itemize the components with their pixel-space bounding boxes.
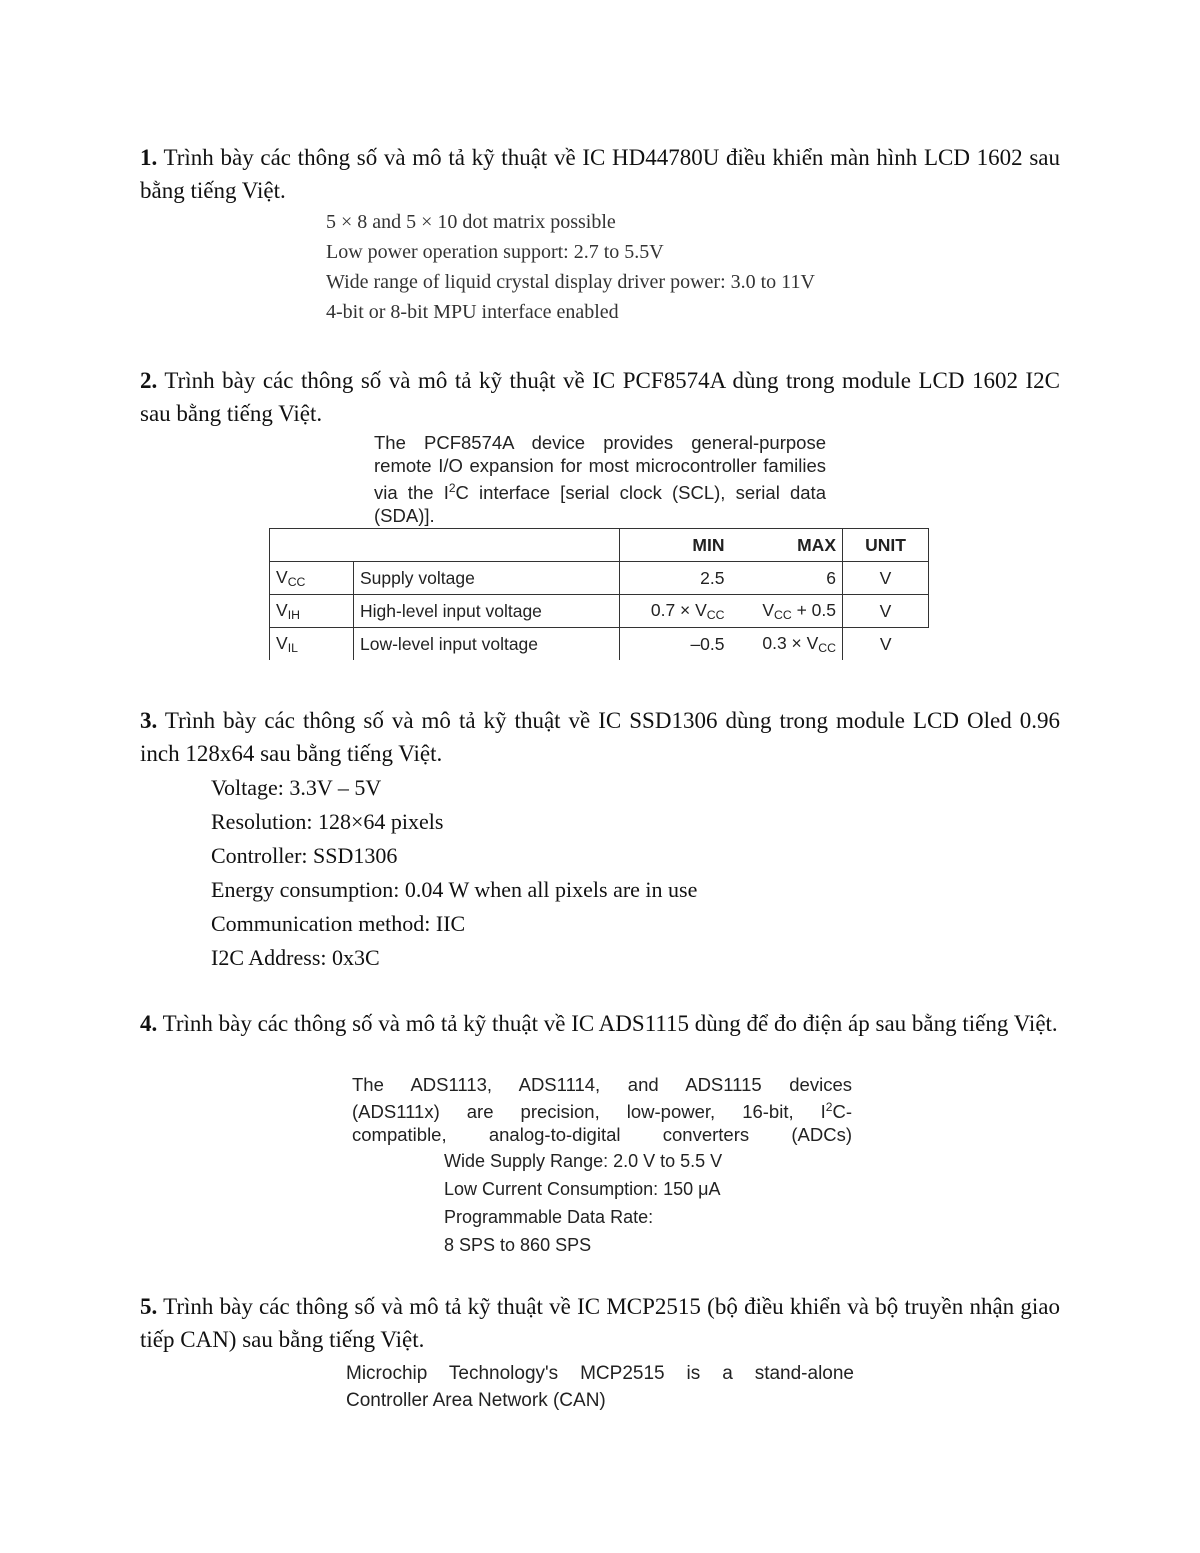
question-1 [140,141,1060,207]
excerpt-line: Controller: SSD1306 [211,843,398,868]
question-3 [140,704,1060,770]
feature-line: Wide Supply Range: 2.0 V to 5.5 V [444,1151,723,1171]
symbol-subscript: IH [287,608,300,622]
question-text: Trình bày các thông số và mô tả kỹ thuật về IC ADS1115 dùng để đo điện áp sau bằng tiếng Việt. [162,1011,1058,1036]
ads1115-excerpt [352,1073,852,1146]
symbol: V [276,633,288,653]
parameter-cell: Low-level input voltage [354,628,620,661]
max-cell [731,628,843,661]
max-subscript: CC [818,641,836,655]
question-2 [140,364,1060,430]
excerpt-fragment: C interface [serial clock (SCL), serial data [455,482,826,503]
ssd1306-excerpt [211,771,697,975]
unit-cell: V [843,595,929,628]
table-row [270,595,929,628]
mcp2515-excerpt [346,1360,854,1414]
min-value: –0.5 [690,633,725,654]
excerpt-line: remote I/O expansion for most microcontroller families [374,455,826,476]
unit-cell: V [843,628,929,661]
min-value: 2.5 [700,567,725,588]
table-header-min: MIN [620,529,731,562]
excerpt-line: Wide range of liquid crystal display driver power: 3.0 to 11V [326,271,815,293]
feature-line: Low Current Consumption: 150 μA [444,1179,721,1199]
excerpt-line: Microchip Technology's MCP2515 is a stand-alone [346,1363,854,1384]
min-subscript: CC [706,608,725,622]
symbol-subscript: IL [287,641,298,655]
excerpt-fragment: (ADS111x) are precision, low-power, 16-bit, I [352,1101,826,1122]
table-header-cell [354,529,620,562]
question-number: 3. [140,708,158,733]
max-cell [731,595,843,628]
excerpt-line: Controller Area Network (CAN) [346,1390,606,1411]
max-cell [731,562,843,595]
min-value: 0.7 × V [650,600,707,620]
max-value: V [762,600,775,620]
excerpt-line [352,1096,852,1123]
excerpt-line: I2C Address: 0x3C [211,945,380,970]
excerpt-fragment: via the I [374,482,449,503]
symbol-cell [270,628,354,661]
symbol-cell [270,562,354,595]
symbol: V [276,567,288,587]
table-header-row [270,529,929,562]
parameter-cell: High-level input voltage [354,595,620,628]
table-header-cell [270,529,354,562]
question-text: Trình bày các thông số và mô tả kỹ thuật về IC PCF8574A dùng trong module LCD 1602 I2C sau bằng tiếng Việt. [140,368,1060,426]
max-tail: + 0.5 [791,600,836,620]
symbol: V [276,600,288,620]
min-cell [620,595,731,628]
table-row [270,562,929,595]
excerpt-line: compatible, analog-to-digital converters (ADCs) [352,1124,852,1145]
question-5 [140,1290,1060,1356]
question-number: 1. [140,145,158,170]
pcf8574a-excerpt [374,431,826,527]
question-number: 4. [140,1011,158,1036]
question-text: Trình bày các thông số và mô tả kỹ thuật về IC MCP2515 (bộ điều khiển và bộ truyền nhận giao tiếp CAN) sau bằng tiếng Việt. [140,1294,1060,1352]
feature-line: Programmable Data Rate: [444,1207,654,1227]
max-value: 0.3 × V [762,633,819,653]
min-cell [620,562,731,595]
question-4 [140,1007,1060,1040]
excerpt-line: 5 × 8 and 5 × 10 dot matrix possible [326,211,616,233]
parameter-cell: Supply voltage [354,562,620,595]
table-row [270,628,929,661]
excerpt-line [374,477,826,504]
question-text: Trình bày các thông số và mô tả kỹ thuật về IC SSD1306 dùng trong module LCD Oled 0.96 inch 128x64 sau bằng tiếng Việt. [140,708,1060,766]
excerpt-line: 4-bit or 8-bit MPU interface enabled [326,301,619,323]
excerpt-line: Communication method: IIC [211,911,466,936]
excerpt-fragment: C- [832,1101,852,1122]
symbol-cell [270,595,354,628]
feature-line: 8 SPS to 860 SPS [444,1235,592,1255]
hd44780-excerpt [326,207,815,327]
max-subscript: CC [774,608,792,622]
ads1115-features [444,1147,722,1259]
table-header-max: MAX [731,529,843,562]
max-value: 6 [826,567,836,588]
excerpt-line: The PCF8574A device provides general-purpose [374,432,826,453]
excerpt-line: Low power operation support: 2.7 to 5.5V [326,241,664,263]
excerpt-line: Energy consumption: 0.04 W when all pixels are in use [211,877,698,902]
question-number: 5. [140,1294,158,1319]
excerpt-line: The ADS1113, ADS1114, and ADS1115 devices [352,1074,852,1095]
unit-cell: V [843,562,929,595]
min-cell [620,628,731,661]
question-text: Trình bày các thông số và mô tả kỹ thuật về IC HD44780U điều khiển màn hình LCD 1602 sau bằng tiếng Việt. [140,145,1060,203]
table-header-unit: UNIT [843,529,929,562]
superscript: 2 [825,1100,833,1114]
symbol-subscript: CC [287,575,306,589]
excerpt-line: Resolution: 128×64 pixels [211,809,444,834]
excerpt-line: (SDA)]. [374,505,435,526]
question-number: 2. [140,368,158,393]
recommended-operating-conditions-table [269,528,929,660]
superscript: 2 [448,481,456,495]
excerpt-line: Voltage: 3.3V – 5V [211,775,382,800]
